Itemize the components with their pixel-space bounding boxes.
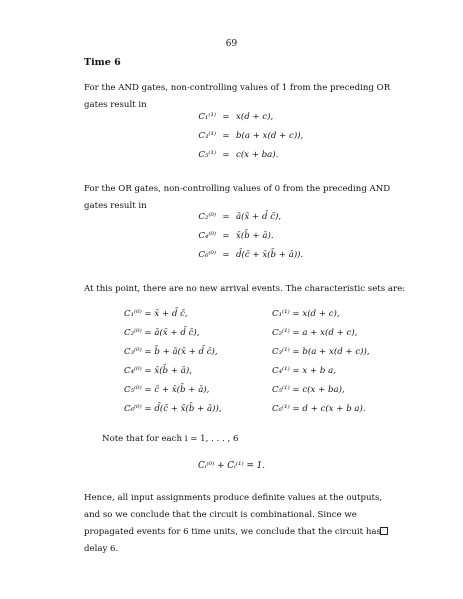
set-left-6: C₆⁽⁰⁾ = d̄(c̄ + x̄(b̄ + ā)),: [124, 404, 222, 414]
page-number: 69: [225, 39, 238, 49]
note-equation: Cᵢ⁽⁰⁾ + Cᵢ⁽¹⁾ = 1.: [197, 461, 266, 471]
set-right-2: C₂⁽¹⁾ = a + x(d + c),: [272, 328, 358, 338]
set-left-3: C₃⁽⁰⁾ = b̄ + ā(x̄ + d̄ c̄),: [124, 347, 218, 357]
equation-or-3: C₆⁽⁰⁾ = d̄(c̄ + x̄(b̄ + ā)).: [198, 250, 304, 260]
set-left-1: C₁⁽⁰⁾ = x̄ + d̄ c̄,: [124, 309, 188, 319]
set-right-6: C₆⁽¹⁾ = d + c(x + b a).: [272, 404, 366, 414]
set-right-5: C₅⁽¹⁾ = c(x + ba),: [272, 385, 345, 395]
paragraph-characteristic-sets: At this point, there are no new arrival events. The characteristic sets are:: [84, 284, 406, 294]
equation-and-2: C₃⁽¹⁾ = b(a + x(d + c)),: [198, 131, 304, 141]
section-heading: Time 6: [84, 57, 121, 68]
set-left-4: C₄⁽⁰⁾ = x̄(b̄ + ā),: [124, 366, 192, 376]
equation-or-2: C₄⁽⁰⁾ = x̄(b̄ + ā).: [198, 231, 274, 241]
qed-square-icon: [380, 527, 388, 535]
set-left-5: C₅⁽⁰⁾ = c̄ + x̄(b̄ + ā),: [124, 385, 210, 395]
equation-and-1: C₁⁽¹⁾ = x(d + c),: [198, 112, 274, 122]
set-right-1: C₁⁽¹⁾ = x(d + c),: [272, 309, 340, 319]
paragraph-conclusion: Hence, all input assignments produce definite values at the outputs, and so we conclude that the circuit is combinational. Since we propagated events for 6 time units, we conclude that the circuit has delay 6.: [84, 493, 383, 554]
paragraph-note: Note that for each i = 1, . . . , 6: [102, 434, 239, 444]
set-right-4: C₄⁽¹⁾ = x + b a,: [272, 366, 336, 376]
equation-and-3: C₅⁽¹⁾ = c(x + ba).: [198, 150, 279, 160]
set-right-3: C₃⁽¹⁾ = b(a + x(d + c)),: [272, 347, 370, 357]
set-left-2: C₂⁽⁰⁾ = ā(x̄ + d̄ c̄),: [124, 328, 200, 338]
paragraph-or-gates: For the OR gates, non-controlling values of 0 from the preceding AND gates result in: [84, 184, 391, 211]
equation-or-1: C₂⁽⁰⁾ = ā(x̄ + d̄ c̄),: [198, 212, 282, 222]
paragraph-and-gates: For the AND gates, non-controlling values of 1 from the preceding OR gates result in: [84, 83, 391, 110]
